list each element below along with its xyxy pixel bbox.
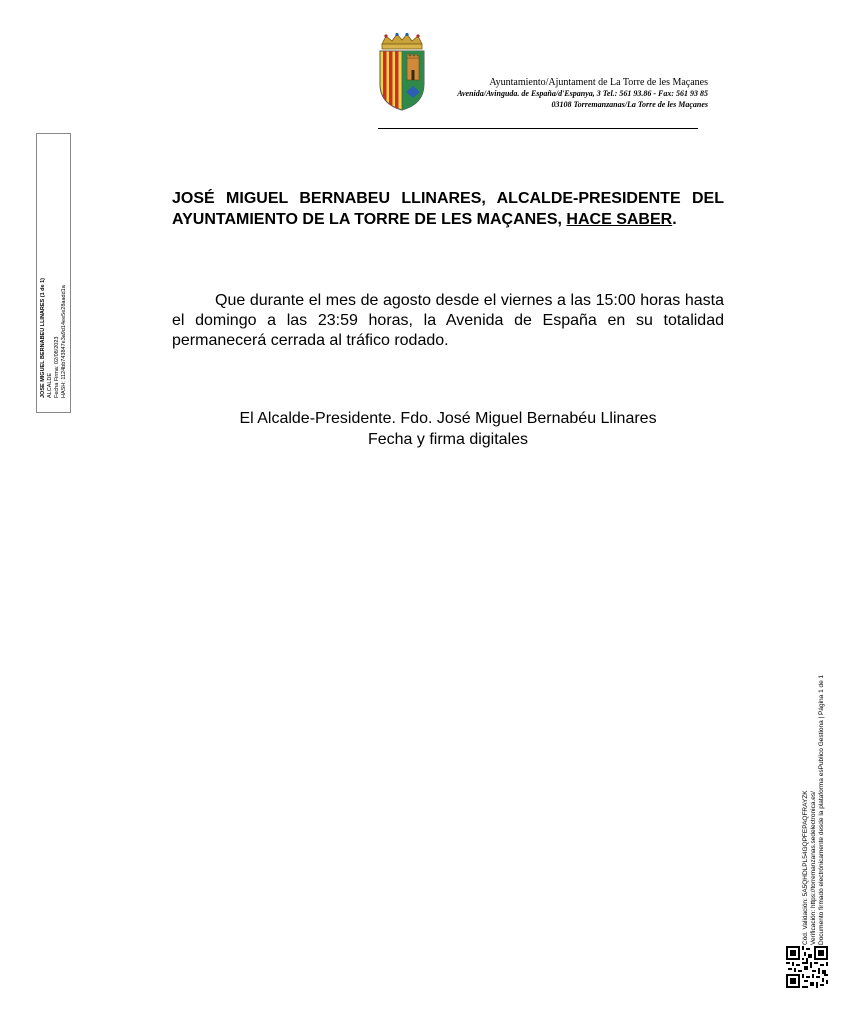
validation-info <box>802 645 826 945</box>
header-line-1: Ayuntamiento/Ajuntament de La Torre de les Maçanes <box>489 77 708 88</box>
signer-role: ALCALDE <box>47 372 53 398</box>
signature-date: Fecha Firma: 02/08/2023 <box>54 336 60 398</box>
signature-info <box>40 148 68 398</box>
closing-date-note: Fecha y firma digitales <box>367 431 529 448</box>
qr-code-icon <box>786 946 828 988</box>
closing-signature: El Alcalde-Presidente. Fdo. José Miguel Bernabéu Llinares <box>239 410 657 427</box>
signature-hash: HASH: 1124bb743847e3a9d14ee5e28aadd1a <box>61 285 67 398</box>
validation-url: Verificación: https://torremanzanas.sedelectronica.es/ <box>810 791 817 945</box>
signer-name: JOSE MIGUEL BERNABEU LLINARES (1 de 1) <box>40 278 46 398</box>
document-heading <box>172 188 724 230</box>
heading-end: . <box>672 211 677 228</box>
validation-code: Cód. Validación: 5A5QHDLPL54GQPFEPAQFRAYZK <box>802 790 809 945</box>
heading-main: JOSÉ MIGUEL BERNABEU LLINARES, ALCALDE-PRESIDENTE DEL AYUNTAMIENTO DE LA TORRE DE LES MAÇANES, <box>172 190 724 228</box>
notice-paragraph: Que durante el mes de agosto desde el viernes a las 15:00 horas hasta el domingo a las 23:59 horas, la Avenida de España en su totalidad permanecerá cerrada al tráfico rodado. <box>172 292 724 349</box>
validation-document: Documento firmado electrónicamente desde la plataforma esPublico Gestiona | Página 1 de 1 <box>818 674 825 945</box>
heading-emphasis: HACE SABER <box>566 211 673 228</box>
header-divider <box>378 128 698 129</box>
header-line-2: Avenida/Avinguda. de España/d'Espanya, 3 Tel.: 561 93.86 - Fax: 561 93 85 <box>457 89 708 98</box>
closing-block <box>172 408 724 450</box>
header-line-3: 03108 Torremanzanas/La Torre de les Maçanes <box>551 100 708 109</box>
